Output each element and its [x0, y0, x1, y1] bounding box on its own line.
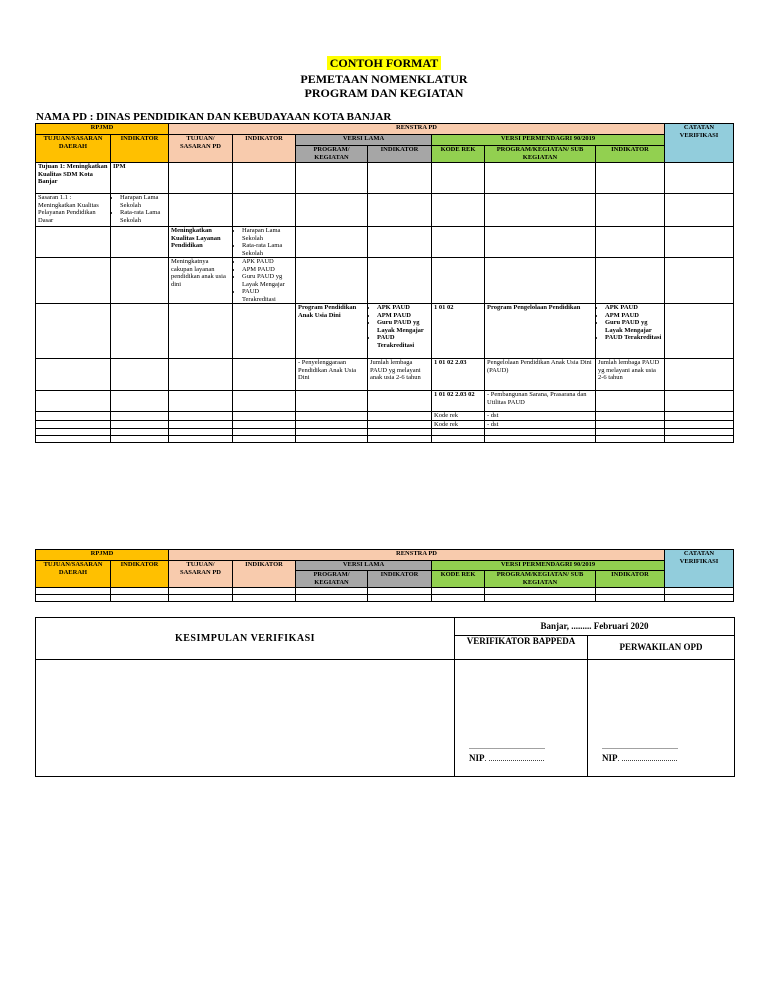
- header-indikator-baru: INDIKATOR: [596, 146, 665, 163]
- signature-line: ......................................: [469, 742, 545, 751]
- cell-tujuan-pd: Meningkatkan Kualitas Layanan Pendidikan: [169, 227, 233, 258]
- verification-box: [35, 617, 735, 777]
- cell-program-baru: Program Pengelolaan Pendidikan: [485, 304, 596, 359]
- cell-sub-kegiatan: - Pembangunan Sarana, Prasarana dan Utilitas PAUD: [485, 391, 596, 412]
- header-catatan: CATATAN VERIFIKASI: [665, 124, 734, 163]
- header-program-sub: PROGRAM/KEGIATAN/ SUB KEGIATAN: [485, 146, 596, 163]
- cell-program-lama: Program Pendidikan Anak Usia Dini: [296, 304, 368, 359]
- list-item: • PAUD Terakreditasi: [377, 334, 429, 349]
- nip-line: NIP. ............................: [602, 753, 678, 763]
- cell-ipm: IPM: [111, 163, 169, 194]
- mapping-table: [35, 123, 734, 443]
- list-item: • Guru PAUD yg Layak Mengajar: [377, 319, 429, 334]
- header-indikator-pd: INDIKATOR: [233, 561, 296, 588]
- header-indikator-lama: INDIKATOR: [368, 571, 432, 588]
- list-item: • APM PAUD: [605, 312, 662, 320]
- list-item: • APK PAUD: [605, 304, 662, 312]
- verifikator-heading: VERIFIKATOR BAPPEDA: [455, 636, 588, 660]
- header-program-kegiatan: PROGRAM/ KEGIATAN: [296, 571, 368, 588]
- list-item: • Guru PAUD yg Layak Mengajar: [605, 319, 662, 334]
- signature-verifikator[interactable]: [455, 660, 588, 776]
- cell-kegiatan-baru: Pengelolaan Pendidikan Anak Usia Dini (PAUD): [485, 359, 596, 391]
- list-item: • Rata-rata Lama Sekolah: [120, 209, 166, 224]
- cell-kode-rek: Kode rek: [432, 420, 485, 429]
- cell-indikator-sasaran-pd: [233, 258, 296, 304]
- doc-title-line3: PROGRAM DAN KEGIATAN: [304, 86, 464, 100]
- place-date: Banjar, ......... Februari 2020: [455, 618, 734, 636]
- list-item: • PAUD Terakreditasi: [605, 334, 662, 342]
- header-versi-baru: VERSI PERMENDAGRI 90/2019: [432, 135, 665, 146]
- cell-indikator-tujuan-pd: [233, 227, 296, 258]
- list-item: • APK PAUD: [377, 304, 429, 312]
- header-rpjmd: RPJMD: [36, 124, 169, 135]
- header-versi-baru: VERSI PERMENDAGRI 90/2019: [432, 561, 665, 571]
- doc-title-line2: PEMETAAN NOMENKLATUR: [300, 72, 468, 86]
- kesimpulan-heading: KESIMPULAN VERIFIKASI: [36, 618, 455, 660]
- header-indikator-pd: INDIKATOR: [233, 135, 296, 163]
- cell-sasaran-pd: Meningkatnya cakupan layanan pendidikan anak usia dini: [169, 258, 233, 304]
- nama-pd-label: NAMA PD : DINAS PENDIDIKAN DAN KEBUDAYAAN KOTA BANJAR: [36, 111, 392, 123]
- header-kode-rek: KODE REK: [432, 571, 485, 588]
- list-item: • APM PAUD: [377, 312, 429, 320]
- cell-tujuan-1: Tujuan 1: Meningkatkan Kualitas SDM Kota Banjar: [36, 163, 111, 194]
- header-kode-rek: KODE REK: [432, 146, 485, 163]
- cell-indikator-kegiatan-lama: Jumlah lembaga PAUD yg melayani anak usia 2-6 tahun: [368, 359, 432, 391]
- cell-kegiatan-lama: - Penyelenggaraan Pendidikan Anak Usia Dini: [296, 359, 368, 391]
- cell-indikator-program-baru: [596, 304, 665, 359]
- header-indikator-rpjmd: INDIKATOR: [111, 135, 169, 163]
- cell-indikator-sasaran: [111, 194, 169, 227]
- doc-title-format: CONTOH FORMAT: [0, 56, 768, 71]
- list-item: • Harapan Lama Sekolah: [120, 194, 166, 209]
- header-renstra: RENSTRA PD: [169, 124, 665, 135]
- cell-dst: - dst: [485, 420, 596, 429]
- cell-kode-rek: Kode rek: [432, 412, 485, 421]
- list-item: • PAUD Terakreditasi: [242, 288, 293, 303]
- list-item: • APM PAUD: [242, 266, 293, 274]
- mapping-table-blank: [35, 549, 734, 602]
- header-indikator-lama: INDIKATOR: [368, 146, 432, 163]
- cell-kode-rek-program: 1 01 02: [432, 304, 485, 359]
- nip-line: NIP. ............................: [469, 753, 545, 763]
- list-item: • Harapan Lama Sekolah: [242, 227, 293, 242]
- header-program-kegiatan: PROGRAM/ KEGIATAN: [296, 146, 368, 163]
- cell-kode-rek-kegiatan: 1 01 02 2.03: [432, 359, 485, 391]
- list-item: • APK PAUD: [242, 258, 293, 266]
- cell-kode-rek-sub: 1 01 02 2.03 02: [432, 391, 485, 412]
- header-tujuan-daerah: TUJUAN/SASARAN DAERAH: [36, 561, 111, 588]
- header-rpjmd: RPJMD: [36, 550, 169, 561]
- cell-sasaran-1-1: Sasaran 1.1 : Meningkatkan Kualitas Pelayanan Pendidikan Dasar: [36, 194, 111, 227]
- cell-indikator-program-lama: [368, 304, 432, 359]
- signature-perwakilan[interactable]: [588, 660, 734, 776]
- kesimpulan-area[interactable]: [36, 660, 455, 776]
- signature-line: ......................................: [602, 742, 678, 751]
- header-program-sub: PROGRAM/KEGIATAN/ SUB KEGIATAN: [485, 571, 596, 588]
- cell-dst: - dst: [485, 412, 596, 421]
- perwakilan-heading: PERWAKILAN OPD: [588, 636, 734, 660]
- header-versi-lama: VERSI LAMA: [296, 135, 432, 146]
- header-tujuan-pd: TUJUAN/ SASARAN PD: [169, 135, 233, 163]
- header-tujuan-daerah: TUJUAN/SASARAN DAERAH: [36, 135, 111, 163]
- header-tujuan-pd: TUJUAN/ SASARAN PD: [169, 561, 233, 588]
- header-indikator-rpjmd: INDIKATOR: [111, 561, 169, 588]
- cell-indikator-kegiatan-baru: Jumlah lembaga PAUD yg melayani anak usia 2-6 tahun: [596, 359, 665, 391]
- list-item: • Rata-rata Lama Sekolah: [242, 242, 293, 257]
- header-versi-lama: VERSI LAMA: [296, 561, 432, 571]
- header-renstra: RENSTRA PD: [169, 550, 665, 561]
- header-catatan: CATATAN VERIFIKASI: [665, 550, 734, 588]
- list-item: • Guru PAUD yg Layak Mengajar: [242, 273, 293, 288]
- header-indikator-baru: INDIKATOR: [596, 571, 665, 588]
